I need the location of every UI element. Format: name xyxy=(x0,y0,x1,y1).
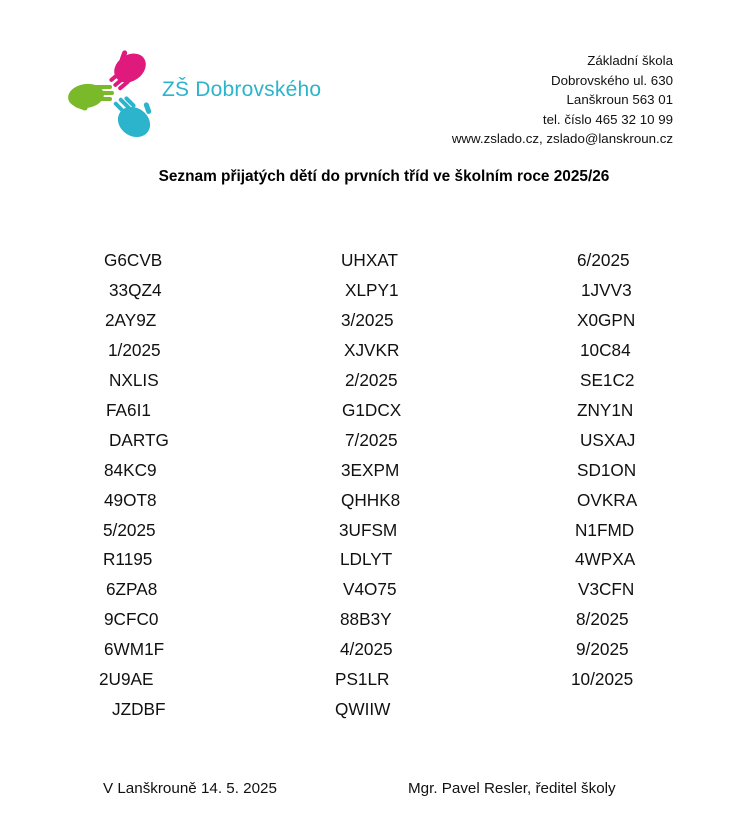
code-item: USXAJ xyxy=(580,430,636,450)
school-address xyxy=(452,51,673,149)
code-item: UHXAT xyxy=(341,250,398,270)
code-item: QWIIW xyxy=(335,699,391,719)
code-item: DARTG xyxy=(109,430,169,450)
document-title: Seznam přijatých dětí do prvních tříd ve školním roce 2025/26 xyxy=(158,168,610,185)
code-item: 8/2025 xyxy=(576,609,629,629)
code-item: 6ZPA8 xyxy=(106,579,158,599)
code-item: SD1ON xyxy=(577,460,637,480)
code-item: G1DCX xyxy=(342,400,402,420)
code-item: 9/2025 xyxy=(576,639,629,659)
code-item: 9CFC0 xyxy=(104,609,159,629)
code-item: 1JVV3 xyxy=(581,280,632,300)
code-item: 2/2025 xyxy=(345,370,398,390)
code-item: R1195 xyxy=(103,549,153,569)
three-hands-logo-icon xyxy=(62,46,162,142)
code-item: 3EXPM xyxy=(341,460,400,480)
code-item: 7/2025 xyxy=(345,430,398,450)
code-item: XLPY1 xyxy=(345,280,399,300)
code-item: 10C84 xyxy=(580,340,631,360)
code-item: PS1LR xyxy=(335,669,390,689)
address-line-web-email: www.zslado.cz, zslado@lanskroun.cz xyxy=(451,131,673,147)
footer-signature: Mgr. Pavel Resler, ředitel školy xyxy=(408,780,616,797)
code-item: 3/2025 xyxy=(341,310,394,330)
address-line-city: Lanškroun 563 01 xyxy=(566,92,673,108)
code-item: 4/2025 xyxy=(340,639,393,659)
code-item: V3CFN xyxy=(578,579,635,599)
code-item: 3UFSM xyxy=(339,520,398,540)
code-item: LDLYT xyxy=(340,549,393,569)
code-item: JZDBF xyxy=(112,699,166,719)
address-line-phone: tel. číslo 465 32 10 99 xyxy=(542,111,673,127)
code-item: V4O75 xyxy=(343,579,397,599)
code-item: 49OT8 xyxy=(104,490,157,510)
code-item: 6WM1F xyxy=(104,639,165,659)
code-item: 84KC9 xyxy=(104,460,157,480)
code-item: XJVKR xyxy=(344,340,400,360)
code-item: SE1C2 xyxy=(580,370,635,390)
code-item: QHHK8 xyxy=(341,490,401,510)
code-item: NXLIS xyxy=(109,370,159,390)
code-item: ZNY1N xyxy=(577,400,634,420)
code-item: FA6I1 xyxy=(106,400,151,420)
code-item: 1/2025 xyxy=(108,340,161,360)
code-item: 88B3Y xyxy=(340,609,392,629)
code-item: G6CVB xyxy=(104,250,163,270)
code-item: N1FMD xyxy=(575,520,635,540)
address-line-street: Dobrovského ul. 630 xyxy=(551,72,673,88)
code-item: 6/2025 xyxy=(577,250,630,270)
code-item: 5/2025 xyxy=(103,520,156,540)
code-item: 4WPXA xyxy=(575,549,636,569)
code-item: 2AY9Z xyxy=(105,310,157,330)
code-item: 33QZ4 xyxy=(109,280,162,300)
school-logo xyxy=(62,46,352,142)
code-item: X0GPN xyxy=(577,310,636,330)
code-item: OVKRA xyxy=(577,490,638,510)
logo-school-name: ZŠ Dobrovského xyxy=(162,78,322,101)
code-item: 2U9AE xyxy=(99,669,154,689)
code-item: 10/2025 xyxy=(571,669,634,689)
address-line-school: Základní škola xyxy=(587,53,673,68)
footer-place-date: V Lanškrouně 14. 5. 2025 xyxy=(103,780,277,797)
